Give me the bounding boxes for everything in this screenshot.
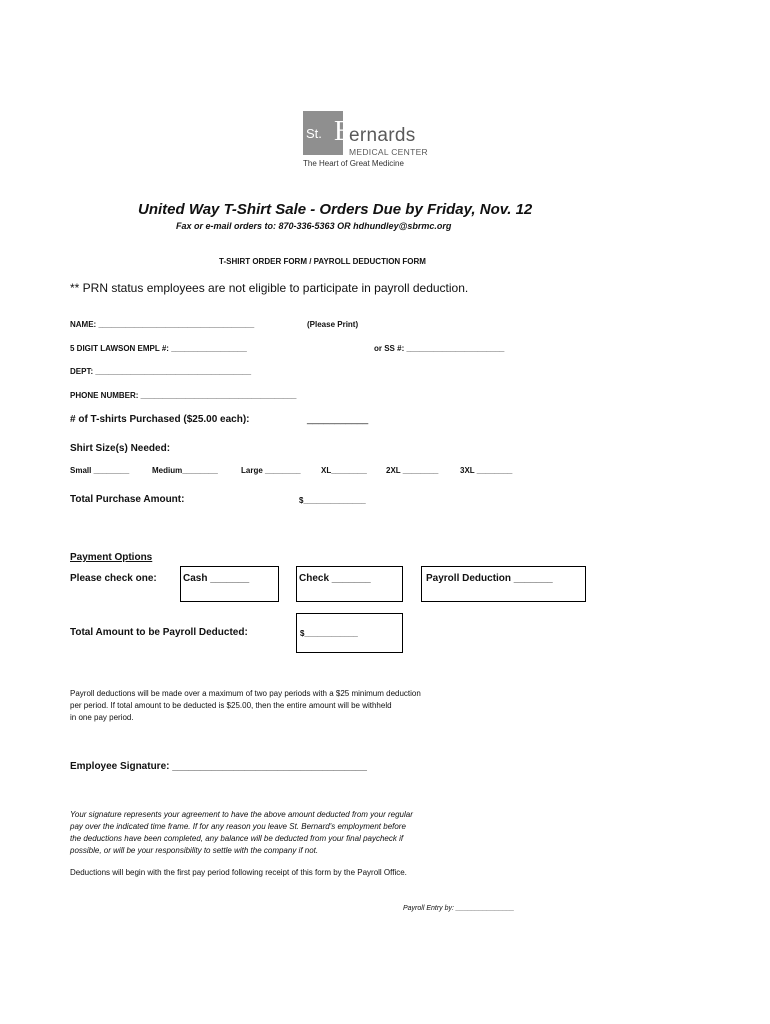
total-purchase-field[interactable]: $______________ (299, 496, 366, 505)
total-purchase-label: Total Purchase Amount: (70, 494, 185, 505)
check-one-label: Please check one: (70, 573, 157, 584)
size-large-field[interactable]: Large ________ (241, 466, 301, 475)
lawson-field[interactable]: 5 DIGIT LAWSON EMPL #: _________________ (70, 344, 247, 353)
logo-st: St. (306, 126, 322, 141)
payroll-info-paragraph (70, 688, 421, 724)
sizes-label: Shirt Size(s) Needed: (70, 443, 171, 454)
size-xl-field[interactable]: XL________ (321, 466, 367, 475)
form-title: T-SHIRT ORDER FORM / PAYROLL DEDUCTION FORM (219, 257, 426, 266)
agreement-line: the deductions have been completed, any balance will be deducted from your final paycheck if (70, 834, 404, 843)
agreement-line: Your signature represents your agreement to have the above amount deducted from your regular (70, 810, 413, 819)
cash-option-label: Cash _______ (183, 573, 250, 584)
phone-field[interactable]: PHONE NUMBER: ___________________________________ (70, 391, 297, 400)
payroll-entry-field[interactable]: Payroll Entry by: _______________ (403, 905, 515, 912)
deductions-begin-note: Deductions will begin with the first pay period following receipt of this form by the Payroll Office. (70, 868, 407, 877)
size-medium-field[interactable]: Medium________ (152, 466, 218, 475)
payroll-info-line: in one pay period. (70, 713, 134, 722)
please-print-label: (Please Print) (307, 320, 359, 329)
ss-field[interactable]: or SS #: ______________________ (374, 344, 505, 353)
cash-option-box[interactable] (180, 566, 279, 602)
size-3xl-field[interactable]: 3XL ________ (460, 466, 513, 475)
payroll-option-box[interactable] (421, 566, 586, 602)
payment-options-heading: Payment Options (70, 552, 153, 563)
size-small-field[interactable]: Small ________ (70, 466, 130, 475)
employee-signature-field[interactable]: Employee Signature: ___________________________________ (70, 761, 367, 772)
payroll-info-line: per period. If total amount to be deducted is $25.00, then the entire amount will be withheld (70, 701, 392, 710)
prn-notice: ** PRN status employees are not eligible to participate in payroll deduction. (70, 281, 469, 295)
page-subtitle: Fax or e-mail orders to: 870-336-5363 OR hdhundley@sbrmc.org (176, 221, 452, 231)
agreement-line: pay over the indicated time frame. If for any reason you leave St. Bernard's employment before (70, 822, 406, 831)
agreement-paragraph (70, 809, 413, 857)
size-2xl-field[interactable]: 2XL ________ (386, 466, 439, 475)
agreement-line: possible, or will be your responsibility to settle with the company if not. (70, 846, 319, 855)
payroll-amount-label: Total Amount to be Payroll Deducted: (70, 627, 248, 638)
logo-subtitle: MEDICAL CENTER (349, 147, 428, 157)
logo-name: ernards (349, 125, 416, 146)
tshirts-field[interactable]: ___________ (307, 414, 369, 425)
page-title: United Way T-Shirt Sale - Orders Due by Friday, Nov. 12 (138, 201, 533, 218)
payroll-info-line: Payroll deductions will be made over a maximum of two pay periods with a $25 minimum deduction (70, 689, 421, 698)
logo-b: B (334, 116, 353, 147)
check-option-label: Check _______ (299, 573, 371, 584)
logo-tagline: The Heart of Great Medicine (303, 159, 404, 168)
dept-field[interactable]: DEPT: ___________________________________ (70, 367, 252, 376)
tshirts-label: # of T-shirts Purchased ($25.00 each): (70, 414, 250, 425)
name-field[interactable]: NAME: ___________________________________ (70, 320, 255, 329)
check-option-box[interactable] (296, 566, 403, 602)
payroll-amount-field: $____________ (300, 629, 358, 638)
payroll-option-label: Payroll Deduction _______ (426, 573, 553, 584)
